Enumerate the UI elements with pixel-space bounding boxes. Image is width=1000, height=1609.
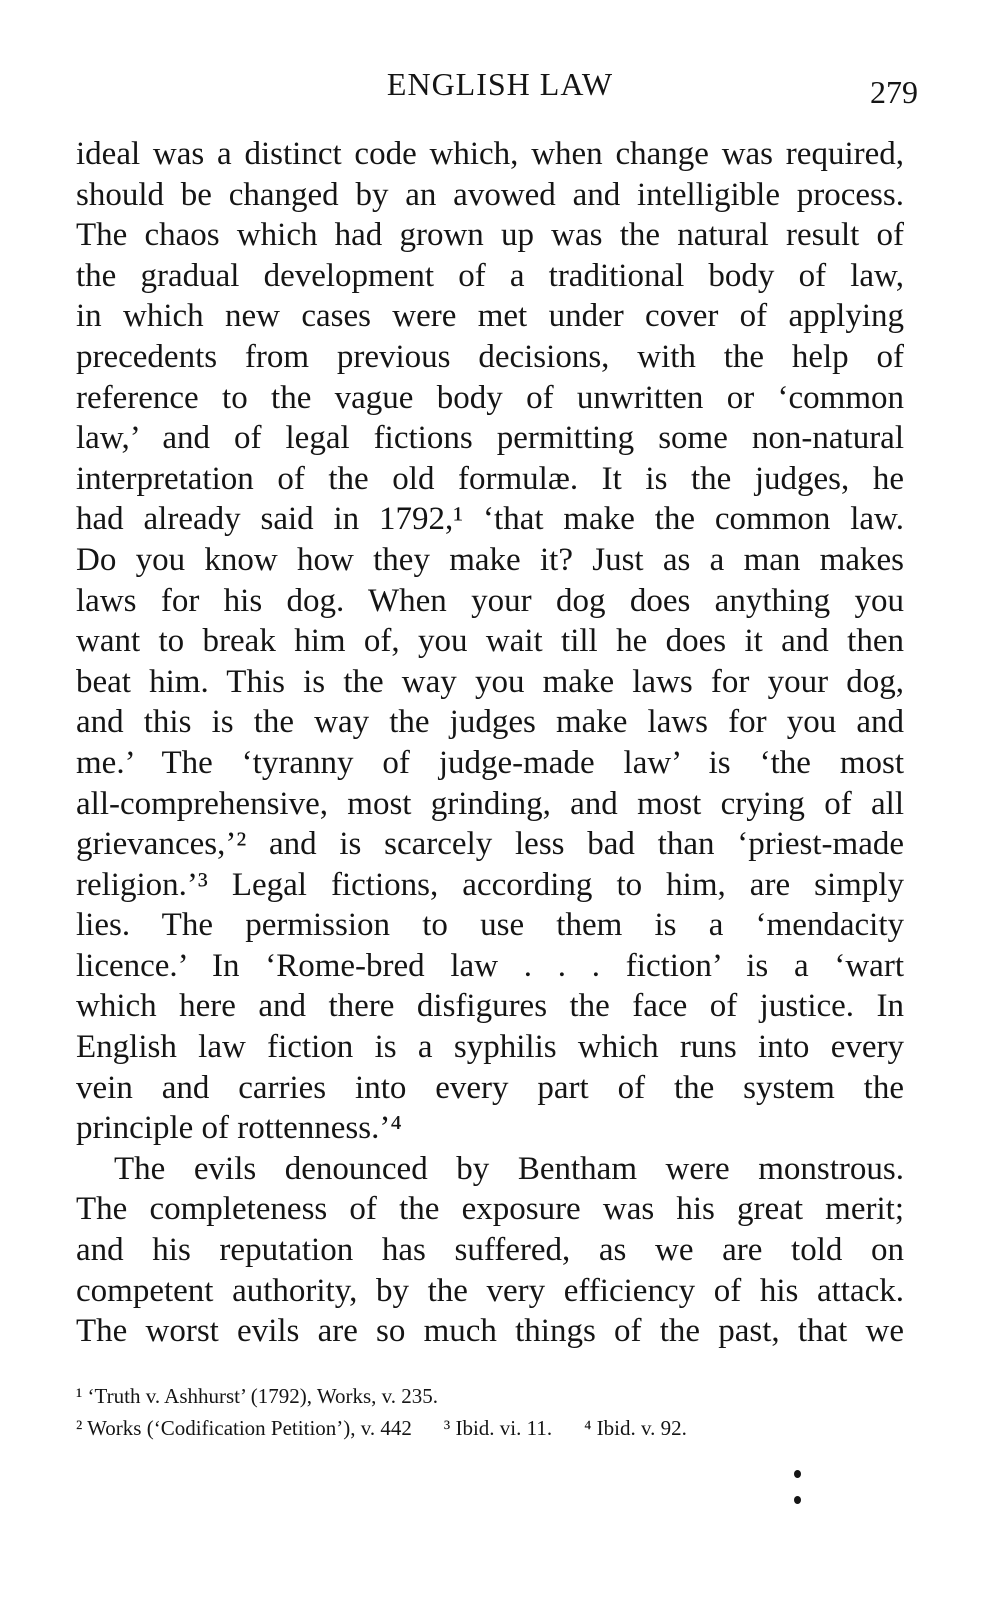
text-line: principle of rottenness.’⁴ — [76, 1110, 402, 1147]
stray-print-marks — [794, 1470, 804, 1522]
text-line: all-comprehensive, most grinding, and most crying of all — [76, 785, 904, 822]
text-line: The worst evils are so much things of the past, that we — [76, 1313, 904, 1350]
footnote-2: ² Works (‘Codification Petition’), v. 442 — [76, 1416, 412, 1440]
footnote-line — [76, 1380, 916, 1412]
footnote-3: ³ Ibid. vi. 11. — [443, 1416, 553, 1440]
text-line: ideal was a distinct code which, when change was required, — [76, 136, 904, 172]
footnote-line — [76, 1412, 916, 1444]
ink-dot — [794, 1496, 801, 1504]
text-line: vein and carries into every part of the system the — [76, 1069, 904, 1106]
text-line: interpretation of the old formulæ. It is the judges, he — [76, 460, 904, 497]
running-head-title: ENGLISH LAW — [386, 66, 614, 102]
text-line: which here and there disfigures the face of justice. In — [76, 988, 904, 1025]
text-line: laws for his dog. When your dog does anything you — [76, 582, 904, 619]
text-line: religion.’³ Legal fictions, according to him, are simply — [76, 866, 904, 903]
footnote-4: ⁴ Ibid. v. 92. — [584, 1416, 687, 1440]
text-line: grievances,’² and is scarcely less bad than ‘priest-made — [76, 826, 904, 863]
text-line: had already said in 1792,¹ ‘that make the common law. — [76, 501, 904, 538]
text-line: the gradual development of a traditional body of law, — [76, 257, 904, 294]
ink-dot — [794, 1470, 801, 1478]
body-text — [76, 134, 904, 1352]
text-line: competent authority, by the very efficiency of his attack. — [76, 1272, 904, 1309]
text-line: beat him. This is the way you make laws for your dog, — [76, 663, 904, 700]
text-line: and his reputation has suffered, as we are told on — [76, 1232, 904, 1269]
text-line: The evils denounced by Bentham were monstrous. — [114, 1150, 904, 1187]
text-line: Do you know how they make it? Just as a man makes — [76, 541, 904, 578]
text-line: and this is the way the judges make laws for you and — [76, 704, 904, 741]
text-line: precedents from previous decisions, with the help of — [76, 338, 904, 375]
text-line: licence.’ In ‘Rome-bred law . . . fiction’ is a ‘wart — [76, 947, 904, 984]
text-line: The chaos which had grown up was the natural result of — [76, 217, 904, 254]
text-line: reference to the vague body of unwritten or ‘common — [76, 379, 904, 416]
text-line: The completeness of the exposure was his great merit; — [76, 1191, 904, 1228]
text-line: should be changed by an avowed and intelligible process. — [76, 176, 904, 213]
text-line: law,’ and of legal fictions permitting some non-natural — [76, 420, 904, 457]
footnote-1: ¹ ‘Truth v. Ashhurst’ (1792), Works, v. 235. — [76, 1384, 439, 1408]
text-line: in which new cases were met under cover of applying — [76, 298, 904, 335]
text-line: English law fiction is a syphilis which runs into every — [76, 1029, 904, 1066]
footnotes — [76, 1380, 916, 1444]
text-line: me.’ The ‘tyranny of judge-made law’ is ‘the most — [76, 744, 904, 781]
text-line: want to break him of, you wait till he does it and then — [76, 623, 904, 660]
text-line: lies. The permission to use them is a ‘mendacity — [76, 907, 904, 944]
page-number: 279 — [870, 74, 918, 110]
